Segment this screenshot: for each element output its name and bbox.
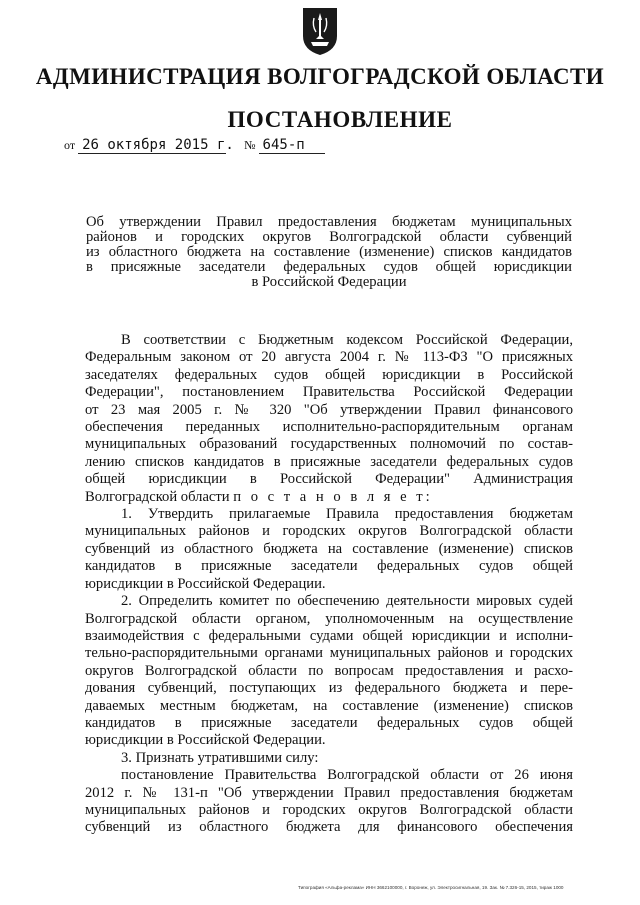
body-line: кандидатов в присяжные заседатели федеральных судов общей <box>85 558 573 575</box>
resolution-keyword: п о с т а н о в л я е т: <box>233 488 433 505</box>
title-line: из областного бюджета на составление (изменение) списков кандидатов <box>86 244 572 260</box>
document-type-heading: ПОСТАНОВЛЕНИЕ <box>227 107 453 132</box>
body-line: муниципальных районов и городских округов Волгоградской области <box>85 801 573 818</box>
title-line: Об утверждении Правил предоставления бюджетам муниципальных <box>86 214 572 230</box>
printer-imprint: Типография «Альфа-реклама» ИНН 3662100000, г. Воронеж, ул. Электросигнальная, 19. Зак. № 7.326-15, 2015, тираж 1000 <box>298 885 564 890</box>
title-line: районов и городских округов Волгоградской области субвенций <box>86 229 572 245</box>
body-line <box>85 489 573 506</box>
body-line: Федеральным законом от 20 августа 2004 г. № 113-ФЗ "О присяжных <box>85 349 573 366</box>
document-title <box>86 215 572 290</box>
body-line: тельно-распорядительными органами муниципальных районов и городских <box>85 645 573 662</box>
body-line: округов Волгоградской области по вопросам предоставления и расхо- <box>85 662 573 679</box>
organization-title: АДМИНИСТРАЦИЯ ВОЛГОГРАДСКОЙ ОБЛАСТИ <box>35 64 605 89</box>
body-line: юрисдикции в Российской Федерации. <box>85 575 326 592</box>
body-line: взаимодействия с федеральными судами общей юрисдикции и исполни- <box>85 627 573 644</box>
body-line: общей юрисдикции в Российской Федерации" Администрация <box>85 471 573 488</box>
date-label: от <box>64 138 76 152</box>
coat-of-arms-emblem <box>300 6 340 56</box>
body-line: заседателях федеральных судов общей юрисдикции в Российской <box>85 366 573 383</box>
body-line: обеспечения переданных исполнительно-распорядительным органам <box>85 419 573 436</box>
body-line: субвенций из областного бюджета на составление (изменение) списков <box>85 540 573 557</box>
body-line: 2. Определить комитет по обеспечению деятельности мировых судей <box>121 593 573 610</box>
body-line: Волгоградской области органом, уполномоченным на осуществление <box>85 610 573 627</box>
body-line-text: Волгоградской области <box>85 488 230 505</box>
title-line: в присяжные заседатели федеральных судов общей юрисдикции <box>86 259 572 275</box>
document-date-number-line <box>64 137 325 154</box>
body-line: от 23 мая 2005 г. № 320 "Об утверждении Правил финансового <box>85 401 573 418</box>
body-line: кандидатов в присяжные заседатели федеральных судов общей <box>85 714 573 731</box>
body-line: муниципальных районов и городских округов Волгоградской области <box>85 523 573 540</box>
body-line: дования субвенций, поступающих из федерального бюджета и пере- <box>85 680 573 697</box>
document-body <box>85 332 573 837</box>
body-line: постановление Правительства Волгоградской области от 26 июня <box>121 767 573 784</box>
body-line: субвенций из областного бюджета для финансового обеспечения <box>85 819 573 836</box>
body-line: В соответствии с Бюджетным кодексом Российской Федерации, <box>121 332 573 348</box>
body-line: 3. Признать утратившими силу: <box>121 749 319 766</box>
document-number: 645-п <box>259 137 325 154</box>
number-label: № <box>244 138 256 152</box>
body-line: даваемых местным бюджетам, на составление (изменение) списков <box>85 697 573 714</box>
title-line: в Российской Федерации <box>251 274 407 290</box>
document-date: 26 октября 2015 г. <box>78 137 226 154</box>
body-line: лению списков кандидатов в присяжные заседатели федеральных судов <box>85 453 573 470</box>
body-line: муниципальных образований государственных полномочий по состав- <box>85 436 573 453</box>
body-line: 2012 г. № 131-п "Об утверждении Правил предоставления бюджетам <box>85 784 573 801</box>
body-line: юрисдикции в Российской Федерации. <box>85 732 326 749</box>
body-line: 1. Утвердить прилагаемые Правила предоставления бюджетам <box>121 506 573 523</box>
body-line: Федерации", постановлением Правительства Российской Федерации <box>85 384 573 401</box>
